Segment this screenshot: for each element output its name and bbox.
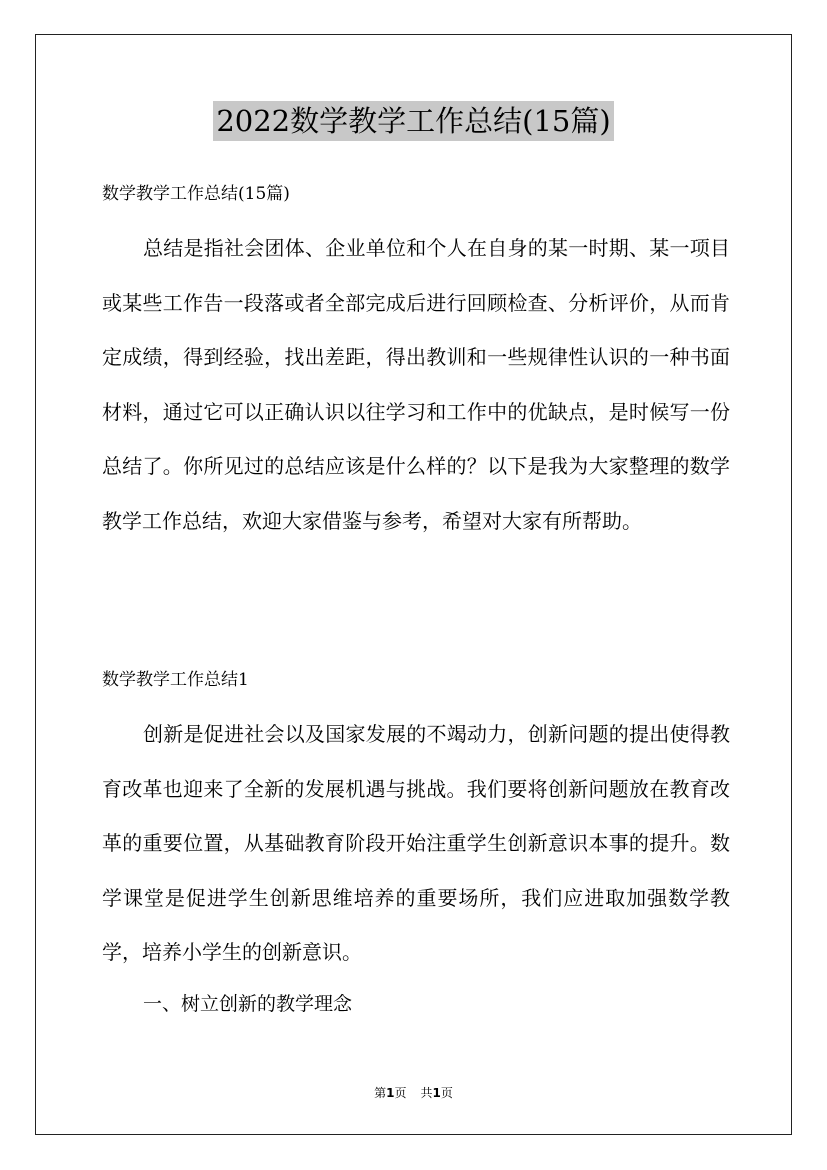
document-subtitle: 数学教学工作总结(15篇) (102, 184, 290, 204)
section-subheading: 一、树立创新的教学理念 (143, 993, 353, 1015)
page-footer (0, 1084, 827, 1102)
page-suffix: 页 (394, 1086, 407, 1100)
section-body-paragraph: 创新是促进社会以及国家发展的不竭动力，创新问题的提出使得教育改革也迎来了全新的发展机遇与挑战。我们要将创新问题放在教育改革的重要位置，从基础教育阶段开始注重学生创新意识本事的提升。数学课堂是促进学生创新思维培养的重要场所，我们应进取加强数学教学，培养小学生的创新意识。 (102, 722, 730, 964)
total-prefix: 共 (420, 1086, 433, 1100)
total-suffix: 页 (440, 1086, 453, 1100)
page-prefix: 第 (374, 1086, 387, 1100)
document-title: 2022数学教学工作总结(15篇) (213, 101, 613, 141)
current-page-number: 1 (386, 1086, 395, 1100)
intro-paragraph: 总结是指社会团体、企业单位和个人在自身的某一时期、某一项目或某些工作告一段落或者全部完成后进行回顾检查、分析评价，从而肯定成绩，得到经验，找出差距，得出教训和一些规律性认识的一种书面材料，通过它可以正确认识以往学习和工作中的优缺点，是时候写一份总结了。你所见过的总结应该是什么样的？以下是我为大家整理的数学教学工作总结，欢迎大家借鉴与参考，希望对大家有所帮助。 (102, 236, 730, 533)
title-container (0, 101, 827, 141)
total-page-number: 1 (432, 1086, 441, 1100)
section-heading: 数学教学工作总结1 (102, 670, 249, 690)
